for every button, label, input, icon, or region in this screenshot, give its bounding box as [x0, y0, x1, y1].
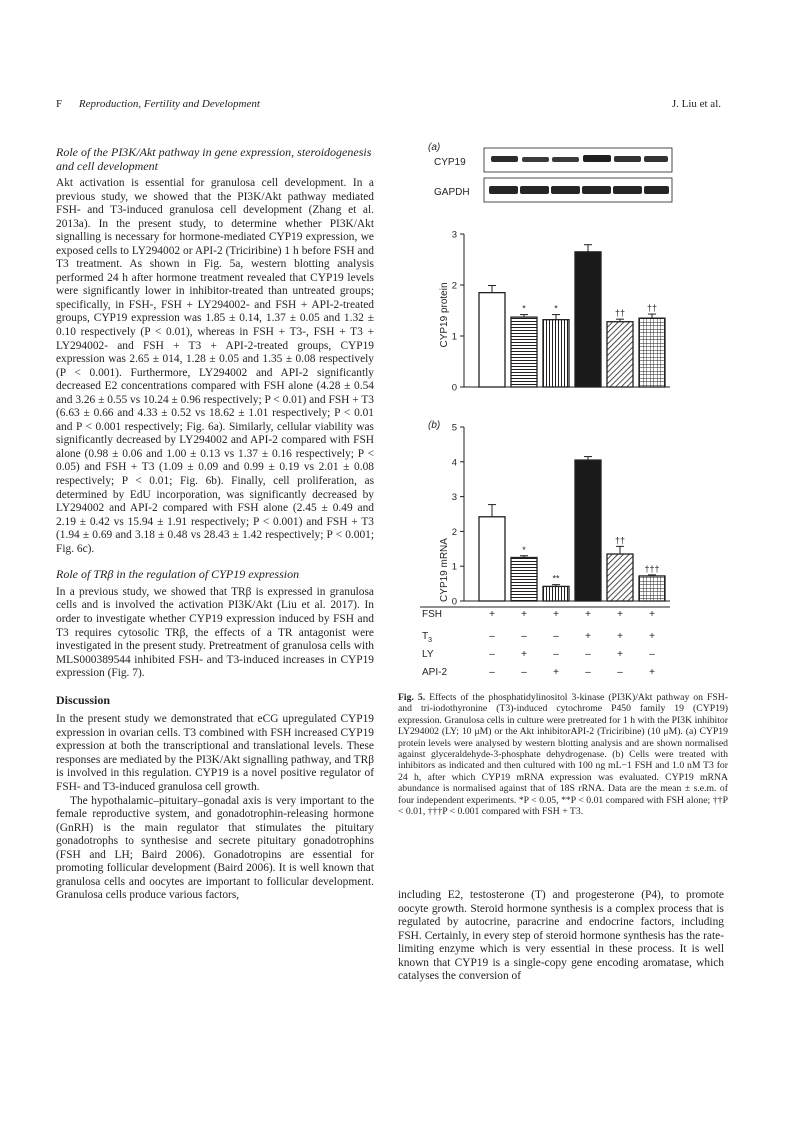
paragraph-discussion-2: The hypothalamic–pituitary–gonadal axis is very important to the female reproductive system, and gonadotrophin-releasing hormone (GnRH) is the main regulator that stimulates the pituitary gonadotrophs to synthesise and secrete pituitary gonadotrophins (FSH and LH; Baird 2006). Gonadotropins are essential for promoting follicular development (Baird 2006). It is well known that granulosa cells and oocytes are important to follicular development. Granulosa cells produce various factors, [56, 794, 374, 902]
figure-5-graphic [398, 140, 728, 692]
treatment-sign: + [585, 609, 591, 620]
mrna-y-tick-label: 1 [451, 561, 457, 573]
section-heading-discussion: Discussion [56, 692, 111, 707]
subheading-trb: Role of TRβ in the regulation of CYP19 expression [56, 567, 300, 582]
mrna-bar-3 [543, 586, 569, 601]
treatment-row-label: $T_3$ [422, 631, 433, 644]
mrna-bar-1 [479, 517, 505, 601]
protein-y-tick-label: 0 [451, 382, 457, 394]
mrna-bar-6 [639, 576, 665, 601]
mrna-y-tick-label: 5 [451, 422, 457, 434]
bar-chart-protein [452, 230, 670, 394]
left-column [56, 145, 374, 903]
page-letter: F [56, 98, 63, 110]
y-axis-label-protein: CYP19 protein [439, 282, 450, 348]
paragraph-trb: In a previous study, we showed that TRβ is expressed in granulosa cells and is involved the activation PI3K/Akt (Liu et al. 2017). In order to investigate whether CYP19 expression induced by FSH and T3 requires cytosolic TRβ, the effects of a TR antagonist were investigated in the present study. Pretreatment of granulosa cells with MLS000389544 inhibited FSH- and T3-induced increases in CYP19 expression (Fig. 7). [56, 585, 374, 680]
treatment-sign: – [553, 649, 559, 660]
protein-significance-2: * [522, 303, 526, 314]
treatment-sign: + [585, 631, 591, 642]
treatment-sign: – [489, 649, 495, 660]
protein-bar-1 [479, 293, 505, 387]
treatment-row-label: FSH [422, 609, 442, 620]
treatment-sign: + [649, 631, 655, 642]
mrna-bar-2 [511, 558, 537, 602]
western-blot-cyp19 [484, 148, 672, 172]
running-header-authors: J. Liu et al. [671, 98, 721, 110]
blot-label-cyp19: CYP19 [434, 157, 466, 168]
treatment-sign: + [617, 631, 623, 642]
mrna-significance-6: ††† [644, 563, 660, 574]
paragraph-discussion-1: In the present study we demonstrated that eCG upregulated CYP19 expression in ovarian cells. T3 combined with FSH increased CYP19 expression at both the transcriptional and translational levels. These responses are mediated by the PI3K/Akt signalling pathway, and TRβ is involved in this regulation. CYP19 is a novel positive regulator of FSH- and T3-induced granulosa cell growth. [56, 713, 374, 793]
mrna-y-tick-label: 0 [451, 596, 457, 608]
treatment-sign: – [649, 649, 655, 660]
panel-a-label: (a) [428, 142, 441, 153]
caption-title: Fig. 5. [398, 692, 426, 703]
mrna-significance-5: †† [614, 535, 626, 546]
mrna-bar-4 [575, 460, 601, 601]
mrna-y-tick-label: 2 [451, 526, 457, 538]
treatment-sign: – [617, 667, 623, 678]
y-axis-label-mrna: CYP19 mRNA [439, 538, 450, 602]
protein-bar-3 [543, 320, 569, 387]
running-header-left [56, 98, 260, 110]
treatment-sign: + [521, 609, 527, 620]
protein-significance-3: * [554, 303, 558, 314]
panel-b-label: (b) [428, 420, 441, 431]
protein-bar-6 [639, 318, 665, 387]
treatment-sign: + [649, 667, 655, 678]
right-column-text [398, 889, 724, 984]
journal-name: Reproduction, Fertility and Development [78, 98, 260, 110]
mrna-significance-2: * [522, 544, 526, 555]
treatment-row-label: API-2 [422, 667, 448, 678]
treatment-sign: + [489, 609, 495, 620]
treatment-sign: + [649, 609, 655, 620]
protein-bar-2 [511, 317, 537, 387]
treatment-sign: – [553, 631, 559, 642]
blot-label-gapdh: GAPDH [434, 187, 470, 198]
treatment-row-label: LY [422, 649, 434, 660]
mrna-significance-3: ** [552, 573, 560, 584]
treatment-sign: – [585, 649, 591, 660]
treatment-sign: + [617, 649, 623, 660]
treatment-sign: – [585, 667, 591, 678]
treatment-sign: + [553, 667, 559, 678]
paragraph-discussion-3: including E2, testosterone (T) and progesterone (P4), to promote oocyte growth. Steroid hormone synthesis is a complex process that is regulated by autocrine, paracrine and endocrine factors, including FSH. Certainly, in every step of steroid hormone synthesis has the rate-limiting enzyme which is very essential in these process. It is well known that CYP19 is a single-copy gene encoding aromatase, which catalyses the conversion of [398, 889, 724, 983]
caption-text: Effects of the phosphatidylinositol 3-kinase (PI3K)/Akt pathway on FSH- and tri-iodothyronine (T3)-induced cytochrome P450 family 19 (CYP19) expression. Granulosa cells in culture were pretreated for 1 h with the PI3K inhibitor LY294002 (LY; 10 μM) or the Akt inhibitorAPI-2 (Triciribine) (10 μM). (a) CYP19 protein levels were analysed by western blotting analysis and are shown normalised against glyceraldehyde-3-phosphate dehydrogenase. (b) Cells were treated with inhibitors as indicated and then cultured with 100 ng mL−1 FSH and 1.0 nM T3 for 24 h, after which CYP19 mRNA expression was evaluated. CYP19 mRNA abundance is normalised against that of 18S rRNA. Data are the mean ± s.e.m. of four independent experiments. *P < 0.05, **P < 0.01 compared with FSH alone; ††P < 0.01, †††P < 0.001 compared with FSH + T3. [398, 692, 728, 818]
treatment-sign: – [489, 667, 495, 678]
treatment-sign: + [553, 609, 559, 620]
mrna-bar-5 [607, 554, 633, 601]
protein-y-tick-label: 1 [451, 331, 457, 343]
figure-caption [398, 692, 728, 817]
bar-chart-mrna [452, 423, 670, 608]
protein-y-tick-label: 2 [451, 280, 457, 292]
treatment-sign: – [521, 631, 527, 642]
protein-significance-5: †† [614, 308, 626, 319]
treatment-sign: – [521, 667, 527, 678]
mrna-y-tick-label: 4 [451, 457, 457, 469]
subheading-pi3k: Role of the PI3K/Akt pathway in gene expression, steroidogenesis and cell development [56, 145, 372, 173]
treatment-table [420, 607, 670, 678]
protein-bar-5 [607, 322, 633, 387]
treatment-sign: + [617, 609, 623, 620]
treatment-sign: – [489, 631, 495, 642]
western-blot-gapdh [484, 178, 672, 202]
protein-bar-4 [575, 252, 601, 387]
protein-significance-6: †† [646, 303, 658, 314]
mrna-y-tick-label: 3 [451, 492, 457, 504]
protein-y-tick-label: 3 [451, 229, 457, 241]
paragraph-pi3k: Akt activation is essential for granulosa cell development. In a previous study, we showed that the PI3K/Akt pathway mediated FSH- and T3-induced granulosa cell development (Zhang et al. 2013a). In the present study, to determine whether PI3K/Akt signalling is necessary for hormone-mediated CYP19 expression, we exposed cells to LY294002 or API-2 (Triciribine) 1 h before FSH and T3 treatment. As shown in Fig. 5a, western blotting analysis performed 24 h after hormone treatment revealed that CYP19 levels were significantly lower in inhibitor-treated than untreated groups; specifically, in FSH-, FSH + LY294002- and FSH + API-2-treated groups, CYP19 expression was 1.85 ± 0.14, 1.37 ± 0.05 and 1.32 ± 0.10 respectively (P < 0.01), whereas in FSH + T3-, FSH + T3 + LY294002- and FSH + T3 + API-2-treated groups, CYP19 expression was 2.65 ± 014, 1.28 ± 0.05 and 1.35 ± 0.08 respectively (P < 0.001). Furthermore, LY294002 and API-2 significantly decreased E2 concentrations compared with FSH alone (4.28 ± 0.54 and 3.26 ± 0.55 vs 10.24 ± 0.96 respectively; P < 0.01) and FSH + T3 (6.63 ± 0.66 and 4.33 ± 0.52 vs 18.62 ± 1.01 respectively; P < 0.01 and P < 0.001 respectively; Fig. 6a). Similarly, cellular viability was significantly decreased by LY294002 and API-2 compared with FSH alone (0.98 ± 0.06 and 1.00 ± 0.13 vs 1.37 ± 0.16 respectively; P < 0.05) and FSH + T3 (1.09 ± 0.09 and 0.99 ± 0.19 vs 2.01 ± 0.08 respectively; P < 0.01; Fig. 6b). Finally, cell proliferation, as determined by EdU incorporation, was significantly decreased by LY294002 and API-2 compared with FSH alone (2.45 ± 0.49 and 2.19 ± 0.42 vs 15.94 ± 1.91 respectively; P < 0.001) and FSH + T3 (1.94 ± 0.69 and 3.18 ± 0.48 vs 28.43 ± 1.42 respectively; P < 0.001; Fig. 6c). [56, 177, 374, 555]
treatment-sign: + [521, 649, 527, 660]
figure-5 [398, 140, 728, 692]
